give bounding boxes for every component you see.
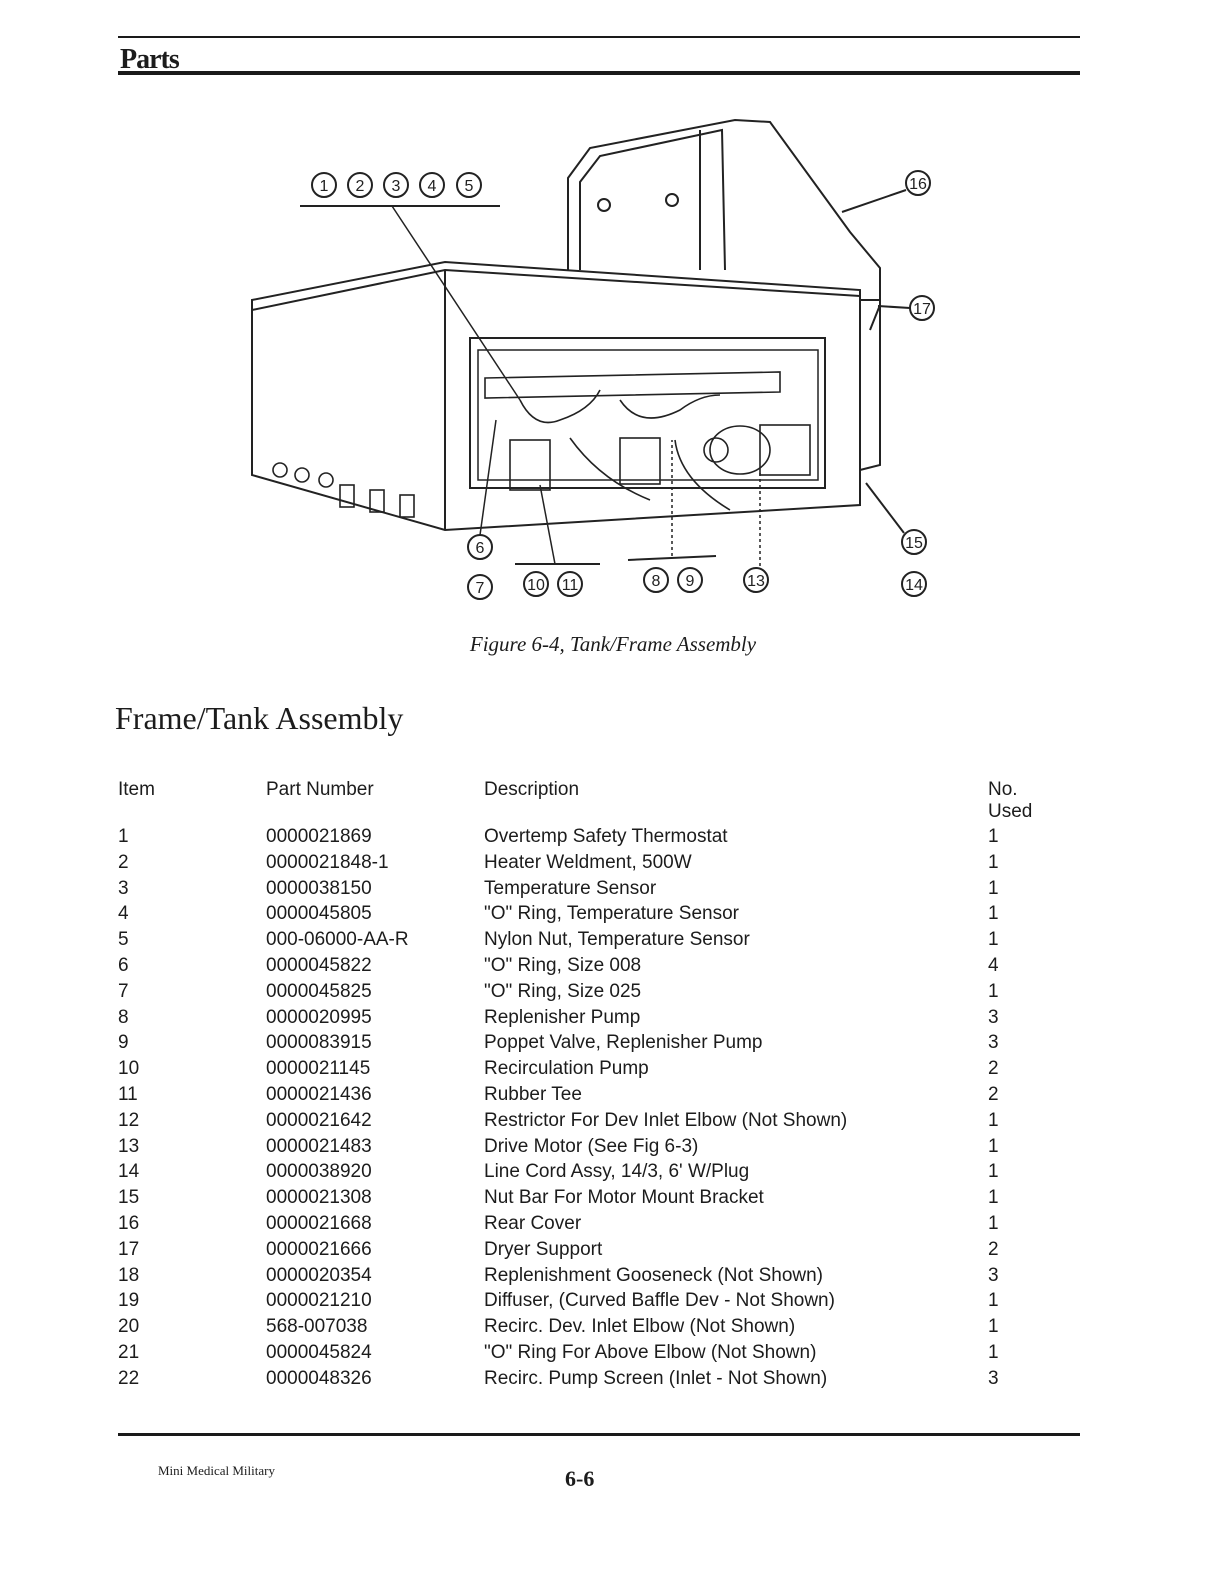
cell-item: 4 [118, 903, 129, 925]
section-title: Frame/Tank Assembly [115, 700, 404, 736]
cell-no-used: 2 [988, 1238, 999, 1260]
cell-item: 9 [118, 1032, 129, 1054]
page-number: 6-6 [565, 1466, 595, 1491]
table-row [0, 1187, 1226, 1213]
cell-description: Drive Motor (See Fig 6-3) [484, 1135, 699, 1157]
cell-no-used: 1 [988, 980, 999, 1002]
callout-label-17: 17 [913, 301, 931, 318]
cell-item: 3 [118, 877, 129, 899]
column-header-no-used-line2: Used [988, 801, 1033, 822]
cell-part-number: 0000021668 [266, 1212, 372, 1234]
callout-label-11: 11 [561, 577, 579, 594]
callout-group-1-5 [300, 173, 520, 400]
cell-part-number: 0000020354 [266, 1264, 372, 1286]
front-controls [273, 463, 414, 517]
table-row [0, 1007, 1226, 1033]
cell-part-number: 0000021642 [266, 1109, 372, 1131]
column-header-description: Description [484, 779, 580, 800]
callout-label-2: 2 [355, 178, 365, 195]
column-header-no-used-line1: No. [988, 779, 1018, 800]
table-row [0, 1136, 1226, 1162]
cell-no-used: 3 [988, 1006, 999, 1028]
callout-label-16: 16 [909, 176, 927, 193]
cell-item: 7 [118, 980, 129, 1002]
cell-item: 12 [118, 1109, 140, 1131]
cell-item: 14 [118, 1161, 140, 1183]
internal-components [485, 372, 810, 510]
cell-item: 21 [118, 1341, 140, 1363]
header-rule-bottom [118, 71, 1080, 75]
cell-part-number: 0000038920 [266, 1161, 372, 1183]
cell-item: 17 [118, 1238, 140, 1260]
cell-description: Poppet Valve, Replenisher Pump [484, 1032, 763, 1054]
table-row [0, 878, 1226, 904]
cell-no-used: 1 [988, 1187, 999, 1209]
table-row [0, 981, 1226, 1007]
cell-item: 16 [118, 1212, 140, 1234]
cell-item: 6 [118, 954, 129, 976]
cell-description: Nylon Nut, Temperature Sensor [484, 929, 750, 951]
cell-item: 18 [118, 1264, 140, 1286]
footer-rule [118, 1433, 1080, 1436]
cell-no-used: 1 [988, 1212, 999, 1234]
cell-description: Temperature Sensor [484, 877, 657, 899]
cell-item: 19 [118, 1290, 140, 1312]
cell-item: 20 [118, 1316, 140, 1338]
cell-description: Rear Cover [484, 1212, 582, 1234]
cell-part-number: 0000021848-1 [266, 851, 389, 873]
header-rule-top [118, 36, 1080, 38]
callout-label-6: 6 [475, 540, 485, 557]
cell-description: "O" Ring, Size 008 [484, 954, 642, 976]
cell-description: Restrictor For Dev Inlet Elbow (Not Shown) [484, 1109, 848, 1131]
cell-no-used: 1 [988, 929, 999, 951]
cell-description: Replenishment Gooseneck (Not Shown) [484, 1264, 824, 1286]
cell-description: Recirc. Dev. Inlet Elbow (Not Shown) [484, 1316, 796, 1338]
cell-no-used: 3 [988, 1264, 999, 1286]
callout-label-1: 1 [319, 178, 329, 195]
cell-no-used: 1 [988, 1161, 999, 1183]
table-row [0, 903, 1226, 929]
parts-table-body [0, 826, 1226, 1394]
cell-item: 1 [118, 826, 129, 847]
cell-item: 5 [118, 929, 129, 951]
cell-part-number: 0000021483 [266, 1135, 372, 1157]
cell-description: Heater Weldment, 500W [484, 851, 692, 873]
callout-label-9: 9 [685, 573, 695, 590]
table-row [0, 1058, 1226, 1084]
cell-description: Dryer Support [484, 1238, 603, 1260]
table-row [0, 1316, 1226, 1342]
callout-label-5: 5 [464, 178, 474, 195]
callout-label-10: 10 [527, 577, 545, 594]
callout-6-7 [468, 420, 496, 599]
cell-no-used: 3 [988, 1367, 999, 1389]
tank-frame-assembly-figure [240, 115, 980, 615]
table-row [0, 1239, 1226, 1265]
callout-label-14: 14 [905, 577, 923, 594]
cell-part-number: 0000045805 [266, 903, 372, 925]
callout-label-3: 3 [391, 178, 401, 195]
cell-no-used: 1 [988, 903, 999, 925]
table-row [0, 1368, 1226, 1394]
table-row [0, 1290, 1226, 1316]
cell-no-used: 1 [988, 1341, 999, 1363]
figure-caption: Figure 6-4, Tank/Frame Assembly [469, 632, 757, 656]
table-row [0, 1032, 1226, 1058]
cell-part-number: 0000083915 [266, 1032, 372, 1054]
table-row [0, 1265, 1226, 1291]
cell-description: Overtemp Safety Thermostat [484, 826, 728, 847]
cell-part-number: 0000021308 [266, 1187, 372, 1209]
table-row [0, 852, 1226, 878]
cell-no-used: 1 [988, 851, 999, 873]
cell-no-used: 2 [988, 1083, 999, 1105]
cell-description: "O" Ring, Temperature Sensor [484, 903, 739, 925]
cell-no-used: 1 [988, 1316, 999, 1338]
cell-description: Recirc. Pump Screen (Inlet - Not Shown) [484, 1367, 828, 1389]
cell-part-number: 0000020995 [266, 1006, 372, 1028]
page-header-title: Parts [120, 44, 179, 75]
cell-description: Rubber Tee [484, 1083, 582, 1105]
cell-description: Replenisher Pump [484, 1006, 641, 1028]
table-row [0, 1161, 1226, 1187]
callout-label-13: 13 [747, 573, 765, 590]
cell-description: Diffuser, (Curved Baffle Dev - Not Shown) [484, 1290, 835, 1312]
cell-no-used: 1 [988, 826, 999, 847]
cell-part-number: 568-007038 [266, 1316, 368, 1338]
rear-cover-handle [568, 120, 880, 330]
cell-no-used: 1 [988, 1135, 999, 1157]
table-row [0, 826, 1226, 852]
cell-no-used: 1 [988, 877, 999, 899]
cell-part-number: 0000045825 [266, 980, 372, 1002]
table-row [0, 1110, 1226, 1136]
table-row [0, 1213, 1226, 1239]
footer-document-title: Mini Medical Military [158, 1463, 275, 1478]
cell-no-used: 4 [988, 954, 999, 976]
cell-no-used: 1 [988, 1290, 999, 1312]
cell-no-used: 3 [988, 1032, 999, 1054]
cell-description: "O" Ring, Size 025 [484, 980, 642, 1002]
cell-part-number: 0000045824 [266, 1341, 372, 1363]
cell-item: 10 [118, 1058, 140, 1080]
column-header-no-used [988, 779, 1032, 823]
cell-item: 13 [118, 1135, 140, 1157]
table-row [0, 1342, 1226, 1368]
cell-part-number: 0000021436 [266, 1083, 372, 1105]
cell-part-number: 0000038150 [266, 877, 372, 899]
callout-label-4: 4 [427, 178, 437, 195]
cell-part-number: 0000021666 [266, 1238, 372, 1260]
cell-item: 22 [118, 1367, 140, 1389]
table-row [0, 1084, 1226, 1110]
cell-item: 2 [118, 851, 129, 873]
cell-item: 11 [118, 1083, 138, 1105]
callout-label-15: 15 [905, 535, 923, 552]
column-header-item: Item [118, 779, 155, 800]
cell-part-number: 0000021145 [266, 1058, 371, 1080]
cell-item: 15 [118, 1187, 140, 1209]
cell-part-number: 0000048326 [266, 1367, 372, 1389]
cell-part-number: 000-06000-AA-R [266, 929, 409, 951]
cell-part-number: 0000021210 [266, 1290, 372, 1312]
cell-part-number: 0000021869 [266, 826, 372, 847]
cell-description: "O" Ring For Above Elbow (Not Shown) [484, 1341, 817, 1363]
table-row [0, 929, 1226, 955]
column-header-part-number: Part Number [266, 779, 374, 800]
callout-label-7: 7 [475, 580, 485, 597]
callout-label-8: 8 [651, 573, 661, 590]
table-row [0, 955, 1226, 981]
cell-no-used: 2 [988, 1058, 999, 1080]
cell-no-used: 1 [988, 1109, 999, 1131]
cell-description: Recirculation Pump [484, 1058, 649, 1080]
cell-part-number: 0000045822 [266, 954, 372, 976]
cell-description: Nut Bar For Motor Mount Bracket [484, 1187, 764, 1209]
cell-item: 8 [118, 1006, 129, 1028]
cell-description: Line Cord Assy, 14/3, 6' W/Plug [484, 1161, 750, 1183]
